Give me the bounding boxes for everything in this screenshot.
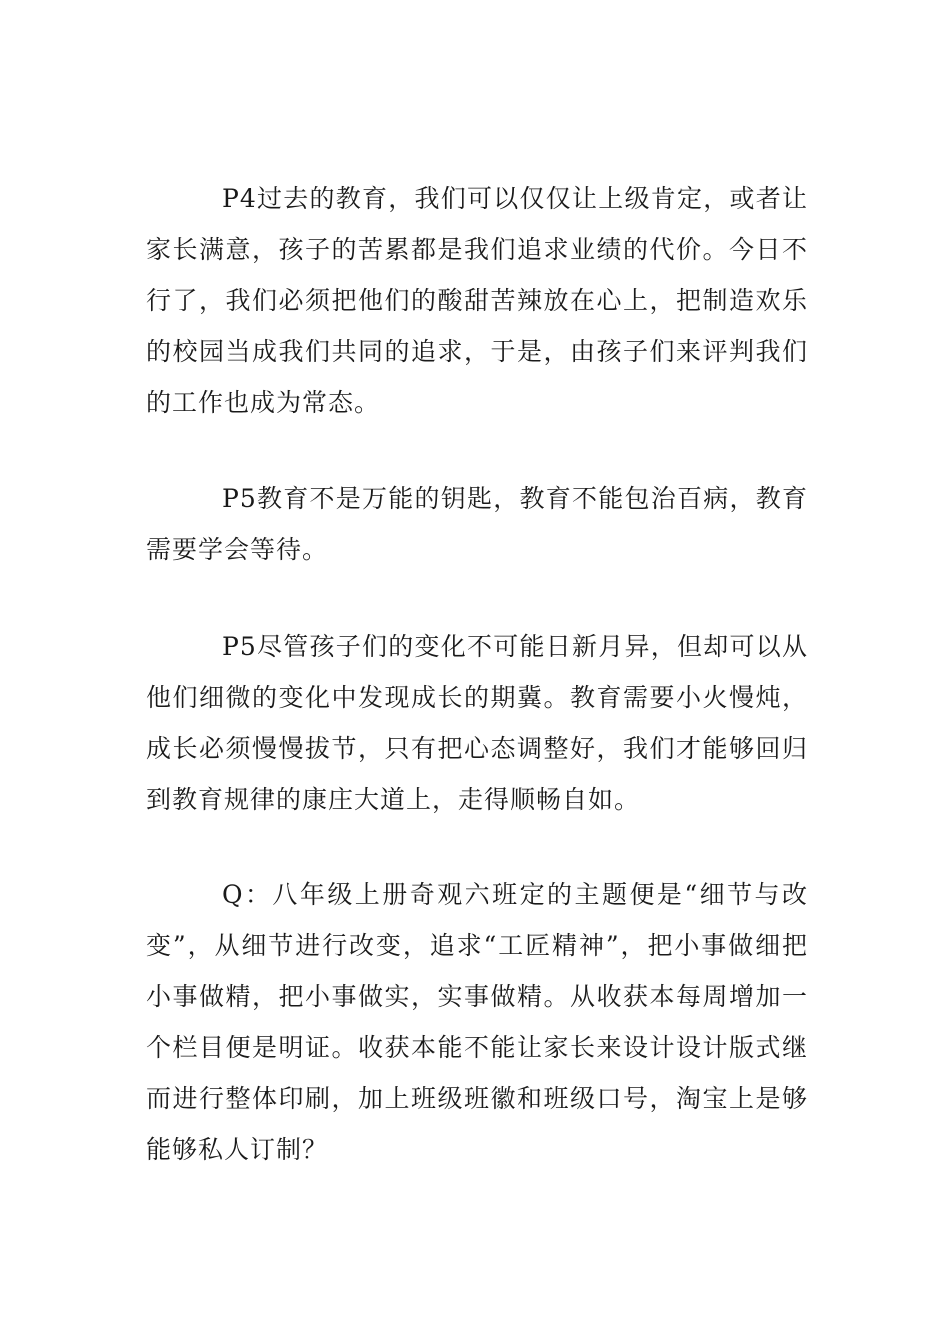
paragraph-p5-education-waiting: P5教育不是万能的钥匙，教育不能包治百病，教育需要学会等待。	[146, 484, 808, 564]
paragraph-p4-past-education: P4过去的教育，我们可以仅仅让上级肯定，或者让家长满意，孩子的苦累都是我们追求业绩的代价。今日不行了，我们必须把他们的酸甜苦辣放在心上，把制造欢乐的校园当成我们共同的追求，于是，由孩子们来评判我们的工作也成为常态。	[146, 184, 808, 417]
paragraph-q-class-theme: Q：八年级上册奇观六班定的主题便是“细节与改变”，从细节进行改变，追求“工匠精神”，把小事做细把小事做精，把小事做实，实事做精。从收获本每周增加一个栏目便是明证。收获本能不能让家长来设计设计版式继而进行整体印刷，加上班级班徽和班级口号，淘宝上是够能够私人订制？	[146, 880, 808, 1164]
paragraph-p5-children-growth: P5尽管孩子们的变化不可能日新月异，但却可以从他们细微的变化中发现成长的期冀。教育需要小火慢炖，成长必须慢慢拔节，只有把心态调整好，我们才能够回归到教育规律的康庄大道上，走得顺畅自如。	[146, 632, 808, 814]
